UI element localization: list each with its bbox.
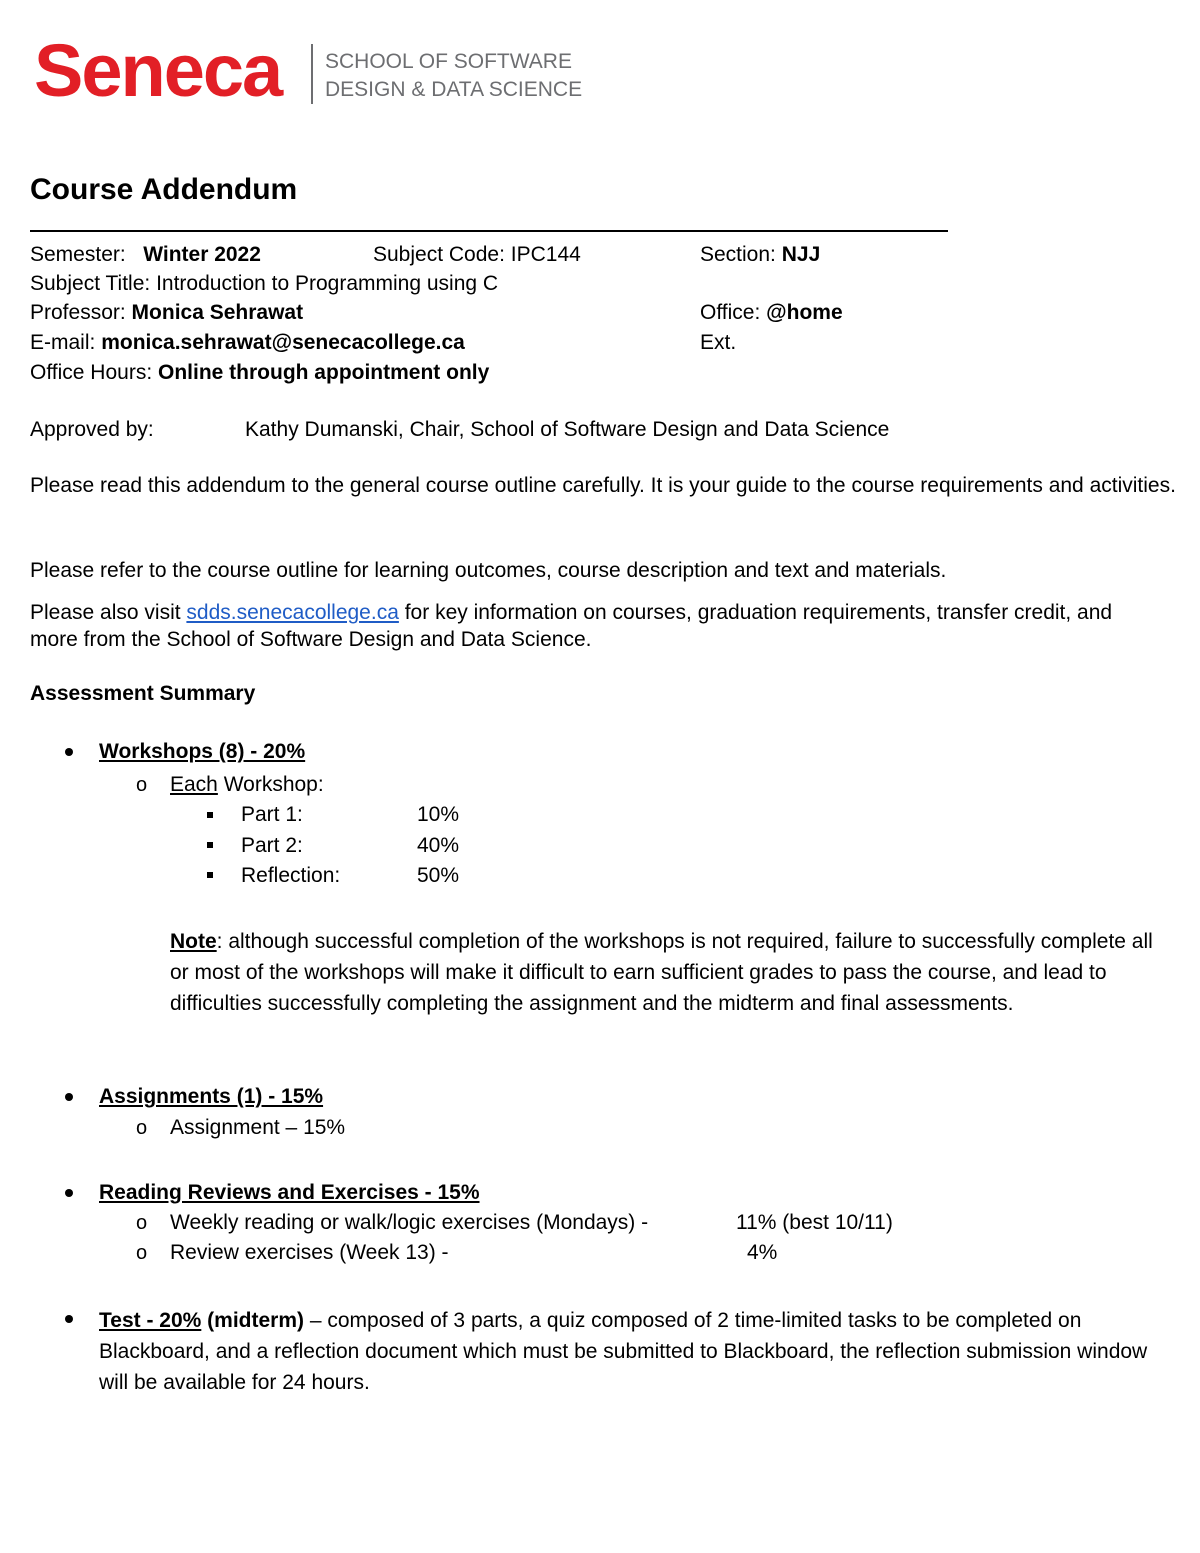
office-hours-value: Online through appointment only <box>158 361 490 384</box>
professor-label: Professor: <box>30 301 126 324</box>
school-name <box>325 48 582 104</box>
email-label: E-mail: <box>30 331 96 354</box>
reflection-label: Reflection: <box>241 864 341 887</box>
weekly-reading-label: Weekly reading or walk/logic exercises (Mondays) - <box>170 1211 649 1234</box>
part2-value: 40% <box>417 834 460 857</box>
logo-divider <box>311 44 313 104</box>
office-hours-field <box>30 360 489 386</box>
semester-label: Semester: <box>30 243 126 266</box>
semester-value: Winter 2022 <box>143 243 261 266</box>
professor-value: Monica Sehrawat <box>131 301 304 324</box>
bullet-icon <box>65 1315 73 1323</box>
sdds-link[interactable]: sdds.senecacollege.ca <box>186 601 399 624</box>
square-bullet-icon <box>207 812 213 818</box>
section-value: NJJ <box>781 243 821 266</box>
section-field <box>700 242 820 268</box>
subject-title-value: Introduction to Programming using C <box>156 272 499 295</box>
bullet-icon <box>65 748 73 756</box>
bullet-icon <box>65 1093 73 1101</box>
approved-value: Kathy Dumanski, Chair, School of Software Design and Data Science <box>245 418 890 441</box>
visit-paragraph <box>30 599 1150 653</box>
part2-label: Part 2: <box>241 834 303 857</box>
part1-label: Part 1: <box>241 803 303 826</box>
part1-value: 10% <box>417 803 460 826</box>
school-name-line1: SCHOOL OF SOFTWARE <box>325 50 572 73</box>
assignments-heading: Assignments (1) - 15% <box>99 1085 324 1108</box>
ext-label: Ext. <box>700 331 737 354</box>
assignment-item: Assignment – 15% <box>170 1116 346 1139</box>
ext-field <box>700 330 736 356</box>
email-field <box>30 330 465 356</box>
workshop-note: Note: although successful completion of the workshops is not required, failure to successfully complete all or most of the workshops will make it difficult to earn sufficient grades to pass the course, and lead to difficulties successfully completing the assignment and the midterm and final assessments. <box>170 930 1153 1015</box>
visit-text-after: for key information on courses, graduation requirements, transfer credit, and more from the School of Software Design and Data Science. <box>30 601 1113 651</box>
subject-title-label: Subject Title: <box>30 272 151 295</box>
page-title: Course Addendum <box>30 173 298 206</box>
square-bullet-icon <box>207 872 213 878</box>
subject-code-field <box>373 242 581 268</box>
reflection-value: 50% <box>417 864 460 887</box>
subject-code-label: Subject Code: <box>373 243 505 266</box>
section-label: Section: <box>700 243 776 266</box>
square-bullet-icon <box>207 842 213 848</box>
email-value: monica.sehrawat@senecacollege.ca <box>101 331 465 354</box>
reading-heading: Reading Reviews and Exercises - 15% <box>99 1181 480 1204</box>
subject-code-value: IPC144 <box>510 243 581 266</box>
each-workshop-label: Each Workshop: <box>170 773 324 796</box>
test-item: Test - 20% (midterm) – composed of 3 parts, a quiz composed of 2 time-limited tasks to be completed on Blackboard, and a reflection document which must be submitted to Blackboard, the reflection submission window will be available for 24 hours. <box>99 1309 1148 1394</box>
semester-field <box>30 242 261 268</box>
seneca-logo: Seneca <box>34 29 282 112</box>
intro-paragraph: Please read this addendum to the general course outline carefully. It is your guide to the course requirements and activities. <box>30 474 1176 497</box>
office-value: @home <box>766 301 843 324</box>
circle-bullet-icon: o <box>136 1242 148 1264</box>
review-exercises-label: Review exercises (Week 13) - <box>170 1241 449 1264</box>
subject-title-field <box>30 271 498 297</box>
review-exercises-value: 4% <box>747 1241 778 1264</box>
circle-bullet-icon: o <box>136 774 148 796</box>
school-name-line2: DESIGN & DATA SCIENCE <box>325 78 583 101</box>
office-hours-label: Office Hours: <box>30 361 153 384</box>
office-label: Office: <box>700 301 761 324</box>
assessment-heading: Assessment Summary <box>30 682 256 705</box>
approved-label: Approved by: <box>30 418 154 441</box>
circle-bullet-icon: o <box>136 1117 148 1139</box>
workshops-heading: Workshops (8) - 20% <box>99 740 306 763</box>
office-field <box>700 300 843 326</box>
outline-paragraph: Please refer to the course outline for learning outcomes, course description and text and materials. <box>30 559 947 582</box>
circle-bullet-icon: o <box>136 1212 148 1234</box>
professor-field <box>30 300 303 326</box>
visit-text-before: Please also visit <box>30 601 187 624</box>
weekly-reading-value: 11% (best 10/11) <box>736 1211 893 1234</box>
title-rule <box>30 230 948 232</box>
bullet-icon <box>65 1189 73 1197</box>
